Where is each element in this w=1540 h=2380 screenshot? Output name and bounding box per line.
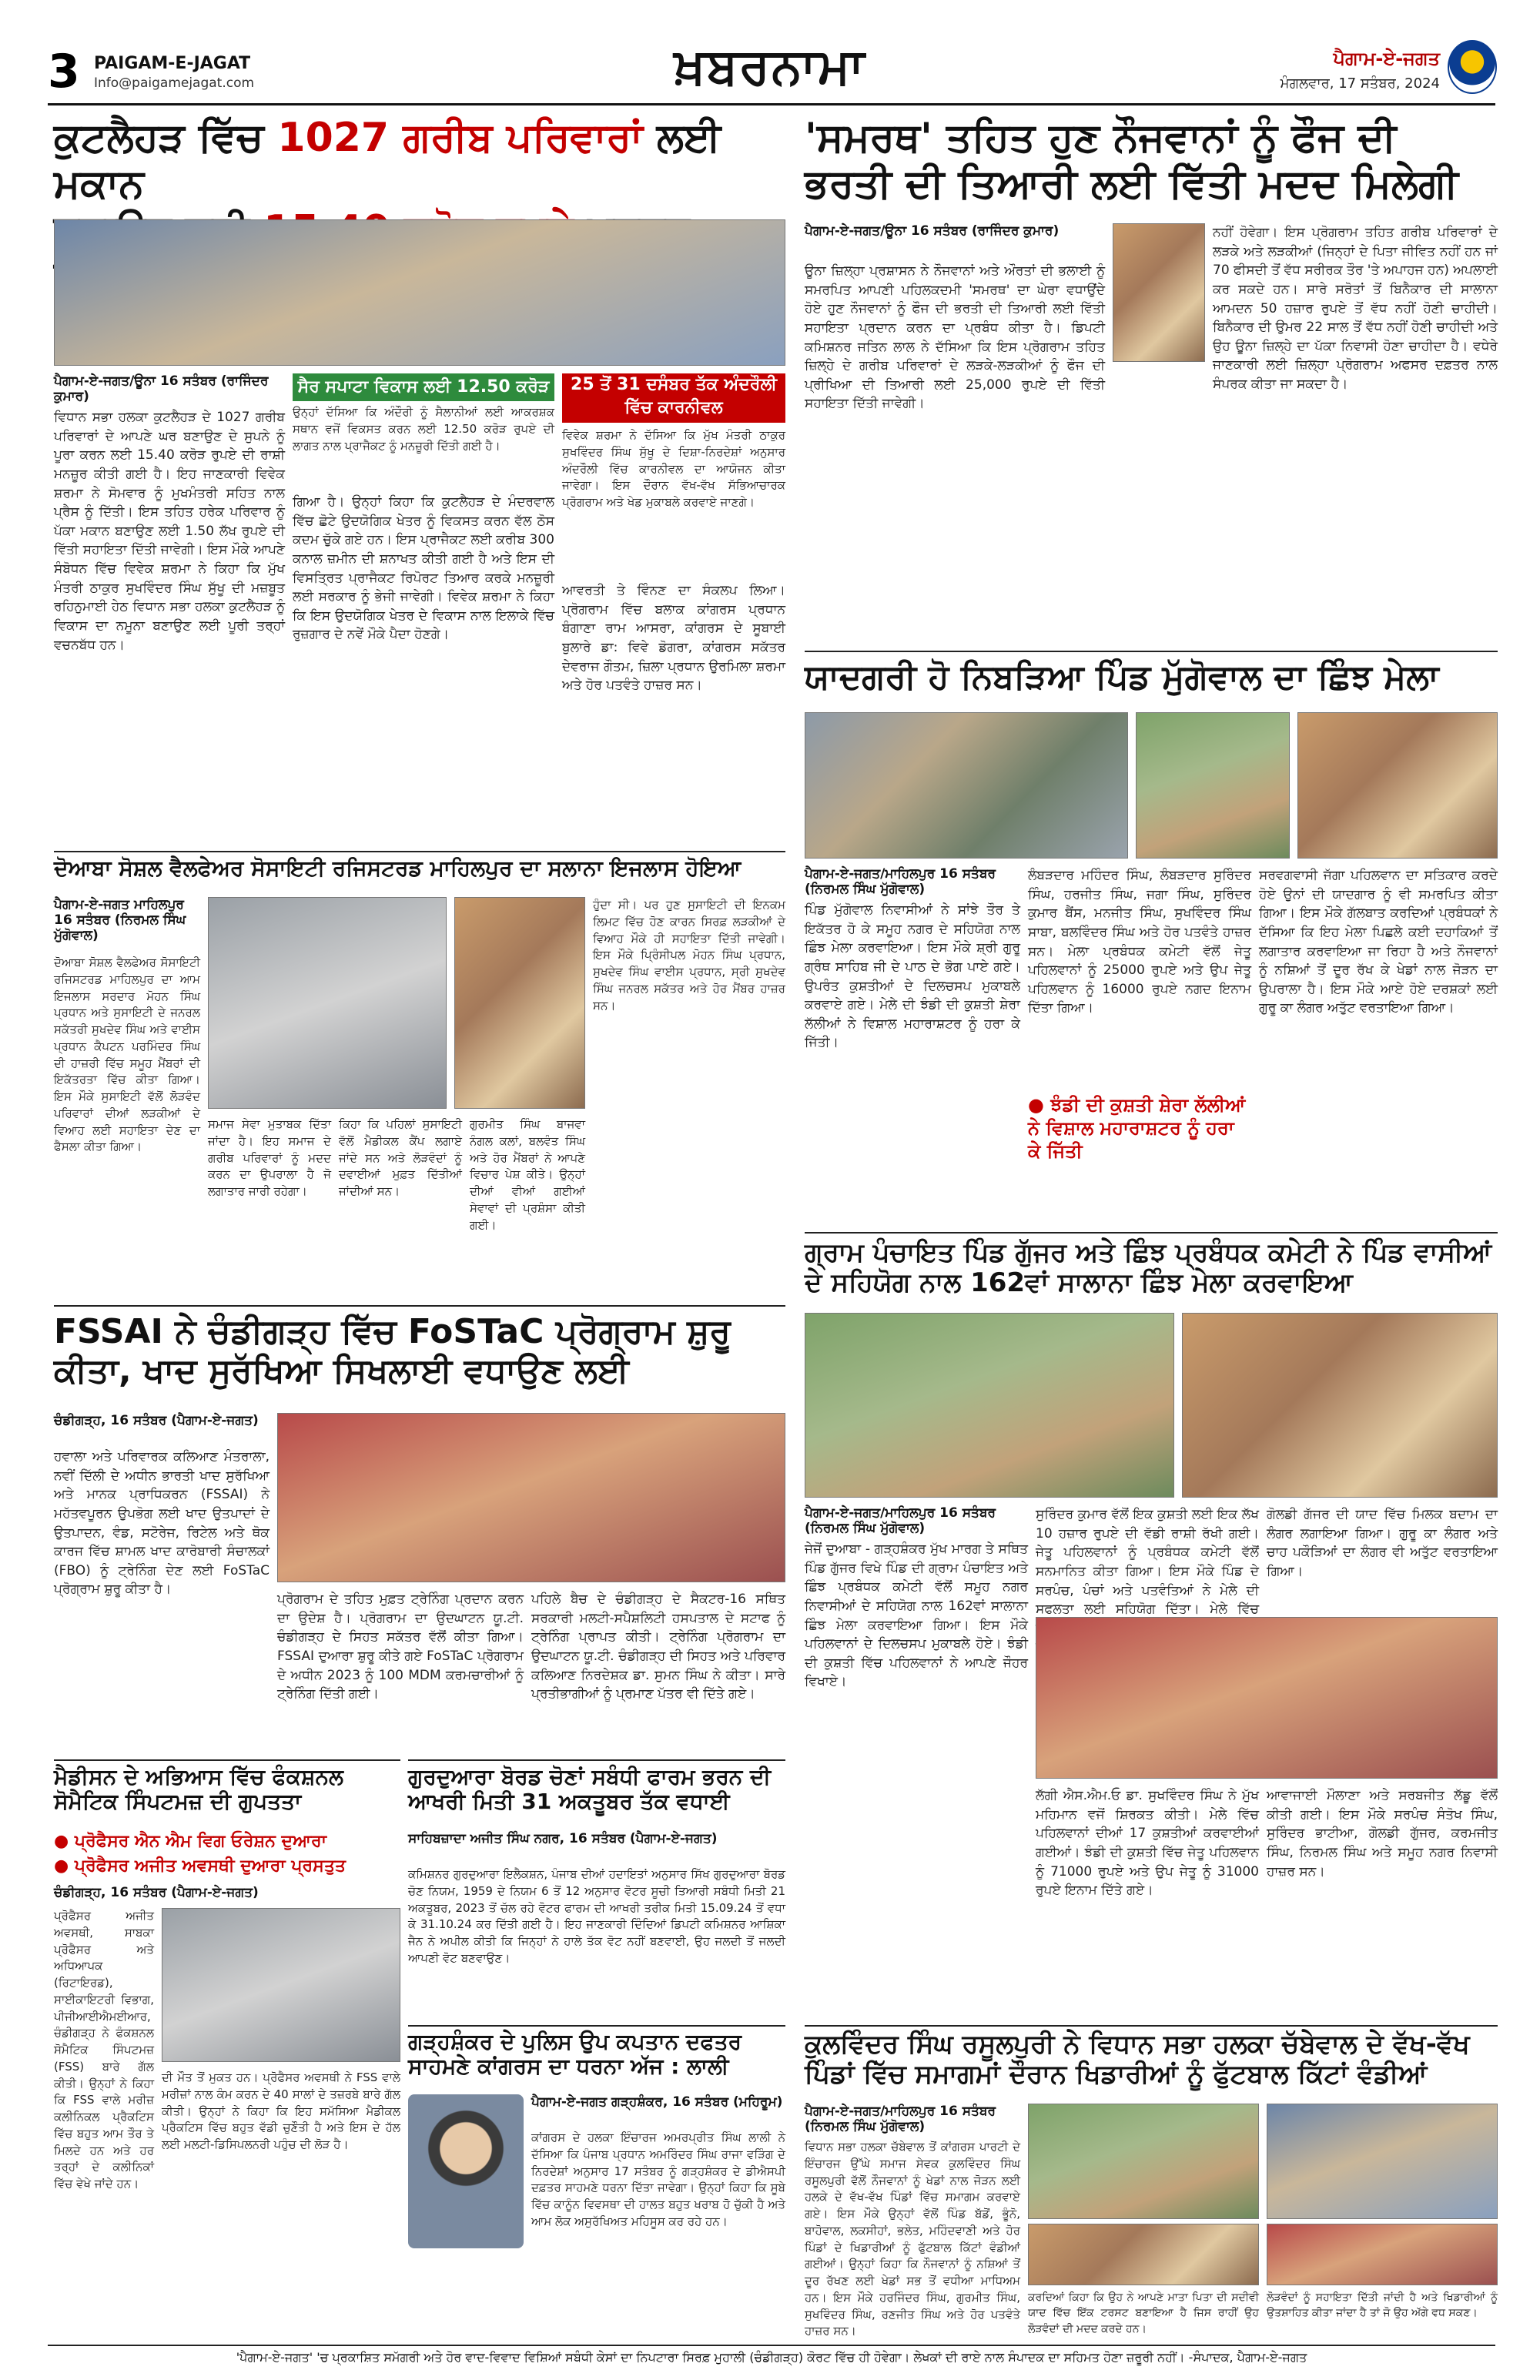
masthead-date: ਮੰਗਲਵਾਰ, 17 ਸਤੰਬਰ, 2024 <box>1280 75 1440 92</box>
story5-photo-1 <box>805 1313 1174 1498</box>
story3-callout <box>1028 1093 1251 1170</box>
story2-photo <box>1113 223 1205 362</box>
story5-dateline: ਪੈਗਾਮ-ਏ-ਜਗਤ/ਮਾਹਿਲਪੁਰ 16 ਸਤੰਬਰ (ਨਿਰਮਲ ਸਿੰਘ ਮੁੱਗੋਵਾਲ) <box>805 1505 996 1536</box>
story10-headline: ਕੁਲਵਿੰਦਰ ਸਿੰਘ ਰਸੂਲਪੁਰੀ ਨੇ ਵਿਧਾਨ ਸਭਾ ਹਲਕਾ ਚੱਬੇਵਾਲ ਦੇ ਵੱਖ-ਵੱਖ ਪਿੰਡਾਂ ਵਿੱਚ ਸਮਾਗਮਾਂ ਦੌਰਾਨ ਖਿਡਾਰੀਆਂ ਨੂੰ ਫੁੱਟਬਾਲ ਕਿੱਟਾਂ ਵੰਡੀਆਂ <box>805 2029 1470 2090</box>
story2-body2: ਨਹੀਂ ਹੋਵੇਗਾ। ਇਸ ਪ੍ਰੋਗਰਾਮ ਤਹਿਤ ਗਰੀਬ ਪਰਿਵਾਰਾਂ ਦੇ ਲੜਕੇ ਅਤੇ ਲੜਕੀਆਂ (ਜਿਨ੍ਹਾਂ ਦੇ ਪਿਤਾ ਜੀਵਿਤ ਨਹੀਂ ਹਨ ਜਾਂ 70 ਫੀਸਦੀ ਤੋਂ ਵੱਧ ਸਰੀਰਕ ਤੌਰ 'ਤੇ ਅਪਾਹਜ ਹਨ) ਅਪਲਾਈ ਕਰ ਸਕਦੇ ਹਨ। ਸਾਰੇ ਸਰੋਤਾਂ ਤੋਂ ਬਿਨੈਕਾਰ ਦੀ ਸਾਲਾਨਾ ਆਮਦਨ 50 ਹਜ਼ਾਰ ਰੁਪਏ ਤੋਂ ਵੱਧ ਨਹੀਂ ਹੋਣੀ ਚਾਹੀਦੀ। ਬਿਨੈਕਾਰ ਦੀ ਉਮਰ 22 ਸਾਲ ਤੋਂ ਵੱਧ ਨਹੀਂ ਹੋਣੀ ਚਾਹੀਦੀ ਅਤੇ ਉਹ ਊਨਾ ਜ਼ਿਲ੍ਹੇ ਦਾ ਪੱਕਾ ਨਿਵਾਸੀ ਹੋਣਾ ਚਾਹੀਦਾ ਹੈ। ਵਧੇਰੇ ਜਾਣਕਾਰੀ ਲਈ ਜ਼ਿਲ੍ਹਾ ਪ੍ਰੋਗਰਾਮ ਅਫਸਰ ਦਫ਼ਤਰ ਨਾਲ ਸੰਪਰਕ ਕੀਤਾ ਜਾ ਸਕਦਾ ਹੈ। <box>1213 225 1498 393</box>
story6-body: ਹਵਾਲਾ ਅਤੇ ਪਰਿਵਾਰਕ ਕਲਿਆਣ ਮੰਤਰਾਲਾ, ਨਵੀਂ ਦਿੱਲੀ ਦੇ ਅਧੀਨ ਭਾਰਤੀ ਖਾਦ ਸੁਰੱਖਿਆ ਅਤੇ ਮਾਨਕ ਪ੍ਰਾਧਿਕਰਨ (FSSAI) ਨੇ ਮਹੱਤਵਪੂਰਨ ਉਪਭੋਗ ਲਈ ਖਾਦ ਉਤਪਾਦਾਂ ਦੇ ਉਤਪਾਦਨ, ਵੰਡ, ਸਟੋਰੇਜ, ਰਿਟੇਲ ਅਤੇ ਥੋਕ ਕਾਰਜ ਵਿੱਚ ਸ਼ਾਮਲ ਖਾਦ ਕਾਰੋਬਾਰੀ ਸੰਚਾਲਕਾਂ (FBO) ਨੂੰ ਟ੍ਰੇਨਿੰਗ ਦੇਣ ਲਈ FoSTaC ਪ੍ਰੋਗ੍ਰਾਮ ਸ਼ੁਰੂ ਕੀਤਾ ਹੈ। <box>54 1449 270 1598</box>
story10-dateline: ਪੈਗਾਮ-ਏ-ਜਗਤ/ਮਾਹਿਲਪੁਰ 16 ਸਤੰਬਰ (ਨਿਰਮਲ ਸਿੰਘ ਮੁੱਗੋਵਾਲ) <box>805 2104 996 2134</box>
story1-box-green: ਸੈਰ ਸਪਾਟਾ ਵਿਕਾਸ ਲਈ 12.50 ਕਰੋੜ <box>293 373 554 401</box>
story4-body4: ਕਿਹਾ ਕਿ ਪਹਿਲਾਂ ਸੁਸਾਇਟੀ ਵੱਲੋਂ ਮੈਡੀਕਲ ਕੈਂਪ ਲਗਾਏ ਜਾਂਦੇ ਸਨ ਅਤੇ ਲੋੜਵੰਦਾਂ ਨੂੰ ਦਵਾਈਆਂ ਮੁਫ਼ਤ ਦਿੱਤੀਆਂ ਜਾਂਦੀਆਂ ਸਨ। <box>339 1117 462 1198</box>
story5-rule <box>805 1232 1498 1234</box>
story6-headline <box>54 1313 785 1405</box>
story6-dateline: ਚੰਡੀਗੜ੍ਹ, 16 ਸਤੰਬਰ (ਪੈਗਾਮ-ਏ-ਜਗਤ) <box>54 1413 259 1428</box>
story4-headline: ਦੋਆਬਾ ਸੋਸ਼ਲ ਵੈਲਫੇਅਰ ਸੋਸਾਇਟੀ ਰਜਿਸਟਰਡ ਮਾਹਿਲਪੁਰ ਦਾ ਸਲਾਨਾ ਇਜਲਾਸ ਹੋਇਆ <box>54 855 742 881</box>
bullet-icon: ● <box>54 1856 69 1876</box>
story10-photo-1 <box>1028 2104 1259 2219</box>
story9-rule <box>408 2025 785 2027</box>
story1-headline <box>54 115 793 216</box>
page-number: 3 <box>48 45 80 99</box>
story1-box-red-text: ਵਿਵੇਕ ਸ਼ਰਮਾ ਨੇ ਦੱਸਿਆ ਕਿ ਮੁੱਖ ਮੰਤਰੀ ਠਾਕੁਰ ਸੁਖਵਿੰਦਰ ਸਿੰਘ ਸੁੱਖੂ ਦੇ ਦਿਸ਼ਾ-ਨਿਰਦੇਸ਼ਾਂ ਅਨੁਸਾਰ ਅੰਦਰੌਲੀ ਵਿੱਚ ਕਾਰਨੀਵਲ ਦਾ ਆਯੋਜਨ ਕੀਤਾ ਜਾਵੇਗਾ। ਇਸ ਦੌਰਾਨ ਵੱਖ-ਵੱਖ ਸੱਭਿਆਚਾਰਕ ਪ੍ਰੋਗਰਾਮ ਅਤੇ ਖੇਡ ਮੁਕਾਬਲੇ ਕਰਵਾਏ ਜਾਣਗੇ। <box>562 428 785 509</box>
story1-box-green-text: ਉਨ੍ਹਾਂ ਦੱਸਿਆ ਕਿ ਅੰਦੌਰੀ ਨੂੰ ਸੈਲਾਨੀਆਂ ਲਈ ਆਕਰਸ਼ਕ ਸਥਾਨ ਵਜੋਂ ਵਿਕਸਤ ਕਰਨ ਲਈ 12.50 ਕਰੋੜ ਰੁਪਏ ਦੀ ਲਾਗਤ ਨਾਲ ਪ੍ਰਾਜੈਕਟ ਨੂੰ ਮਨਜ਼ੂਰੀ ਦਿੱਤੀ ਗਈ ਹੈ। <box>293 405 554 453</box>
footer-rule <box>48 2345 1495 2346</box>
story1-dateline: ਪੈਗਾਮ-ਏ-ਜਗਤ/ਊਨਾ 16 ਸਤੰਬਰ (ਰਾਜਿੰਦਰ ਕੁਮਾਰ) <box>54 373 269 404</box>
story6-headline-a: FSSAI ਨੇ ਚੰਡੀਗੜ੍ਹ ਵਿੱਚ FoSTaC ਪ੍ਰੋਗ੍ਰਾਮ ਸ਼ੁਰੂ <box>54 1312 731 1351</box>
story5-body5: ਆਵਾਜਾਈ ਮੌਲਾਣਾ ਅਤੇ ਸਰਬਜੀਤ ਲੱਡੂ ਵੱਲੋਂ ਕੀਤੀ ਗਈ। ਇਸ ਮੌਕੇ ਸਰਪੰਚ ਸੰਤੋਖ ਸਿੰਘ, ਸੁਰਿੰਦਰ ਭਾਟੀਆ, ਗੋਲਡੀ ਗੁੱਜਰ, ਕਰਮਜੀਤ ਸਿੰਘ, ਨਿਰਮਲ ਸਿੰਘ ਅਤੇ ਸਮੂਹ ਨਗਰ ਨਿਵਾਸੀ ਹਾਜ਼ਰ ਸਨ। <box>1267 1788 1498 1880</box>
story1-photo <box>54 219 785 366</box>
story3-body: ਪਿੰਡ ਮੁੱਗੋਵਾਲ ਨਿਵਾਸੀਆਂ ਨੇ ਸਾਂਝੇ ਤੌਰ ਤੇ ਇਕੱਤਰ ਹੋ ਕੇ ਸਮੂਹ ਨਗਰ ਦੇ ਸਹਿਯੋਗ ਨਾਲ ਛਿੰਝ ਮੇਲਾ ਕਰਵਾਇਆ। ਇਸ ਮੌਕੇ ਸ਼੍ਰੀ ਗੁਰੂ ਗ੍ਰੰਥ ਸਾਹਿਬ ਜੀ ਦੇ ਪਾਠ ਦੇ ਭੋਗ ਪਾਏ ਗਏ। ਉਪਰੰਤ ਕੁਸ਼ਤੀਆਂ ਦੇ ਦਿਲਚਸਪ ਮੁਕਾਬਲੇ ਕਰਵਾਏ ਗਏ। ਮੇਲੇ ਦੀ ਝੰਡੀ ਦੀ ਕੁਸ਼ਤੀ ਸ਼ੇਰਾ ਲੱਲੀਆਂ ਨੇ ਵਿਸ਼ਾਲ ਮਹਾਰਾਸ਼ਟਰ ਨੂੰ ਹਰਾ ਕੇ ਜਿੱਤੀ। <box>805 902 1020 1051</box>
story7-sub-a <box>54 1831 400 1854</box>
story8-dateline: ਸਾਹਿਬਜ਼ਾਦਾ ਅਜੀਤ ਸਿੰਘ ਨਗਰ, 16 ਸਤੰਬਰ (ਪੈਗਾਮ-ਏ-ਜਗਤ) <box>408 1831 718 1846</box>
story2-headline <box>805 115 1498 216</box>
story7-rule <box>54 1759 400 1761</box>
story4-body5: ਗੁਰਮੀਤ ਸਿੰਘ ਬਾਜਵਾ ਨੰਗਲ ਕਲਾਂ, ਬਲਵੰਤ ਸਿੰਘ ਅਤੇ ਹੋਰ ਮੈਂਬਰਾਂ ਨੇ ਆਪਣੇ ਵਿਚਾਰ ਪੇਸ਼ ਕੀਤੇ। ਉਨ੍ਹਾਂ ਦੀਆਂ ਵੀਆਂ ਗਈਆਂ ਸੇਵਾਵਾਂ ਦੀ ਪ੍ਰਸ਼ੰਸਾ ਕੀਤੀ ਗਈ। <box>470 1117 585 1232</box>
story3-body3: ਸਰਵਗਵਾਸੀ ਜੱਗਾ ਪਹਿਲਵਾਨ ਦਾ ਸਤਿਕਾਰ ਕਰਦੇ ਹੋਏ ਉਨਾਂ ਦੀ ਯਾਦਗਾਰ ਨੂੰ ਵੀ ਸਮਰਪਿਤ ਕੀਤਾ ਗਿਆ। ਇਸ ਮੌਕੇ ਗੱਲਬਾਤ ਕਰਦਿਆਂ ਪ੍ਰਬੰਧਕਾਂ ਨੇ ਦੱਸਿਆ ਕਿ ਇਹ ਮੇਲਾ ਪਿਛਲੇ ਕਈ ਦਹਾਕਿਆਂ ਤੋਂ ਲਗਾਤਾਰ ਕਰਵਾਇਆ ਜਾ ਰਿਹਾ ਹੈ ਅਤੇ ਨੌਜਵਾਨਾਂ ਨੂੰ ਨਸ਼ਿਆਂ ਤੋਂ ਦੂਰ ਰੱਖ ਕੇ ਖੇਡਾਂ ਨਾਲ ਜੋੜਨ ਦਾ ਉਪਰਾਲਾ ਹੈ। ਇਸ ਮੌਕੇ ਆਏ ਹੋਏ ਦਰਸ਼ਕਾਂ ਲਈ ਗੁਰੂ ਕਾ ਲੰਗਰ ਅਤੁੱਟ ਵਰਤਾਇਆ ਗਿਆ। <box>1259 868 1498 1016</box>
story5-photo-2 <box>1182 1313 1498 1498</box>
story1-body: ਵਿਧਾਨ ਸਭਾ ਹਲਕਾ ਕੁਟਲੈਹੜ ਦੇ 1027 ਗਰੀਬ ਪਰਿਵਾਰਾਂ ਦੇ ਆਪਣੇ ਘਰ ਬਣਾਉਣ ਦੇ ਸੁਪਨੇ ਨੂੰ ਪੂਰਾ ਕਰਨ ਲਈ 15.40 ਕਰੋੜ ਰੁਪਏ ਦੀ ਰਾਸ਼ੀ ਮਨਜ਼ੂਰ ਕੀਤੀ ਗਈ ਹੈ। ਇਹ ਜਾਣਕਾਰੀ ਵਿਵੇਕ ਸ਼ਰਮਾ ਨੇ ਸੋਮਵਾਰ ਨੂੰ ਮੁਖਮੰਤਰੀ ਸਹਿਤ ਨਾਲ ਪ੍ਰੈਸ ਨੂੰ ਦਿੱਤੀ। ਇਸ ਤਹਿਤ ਹਰੇਕ ਪਰਿਵਾਰ ਨੂੰ ਪੱਕਾ ਮਕਾਨ ਬਣਾਉਣ ਲਈ 1.50 ਲੱਖ ਰੁਪਏ ਦੀ ਵਿੱਤੀ ਸਹਾਇਤਾ ਦਿੱਤੀ ਜਾਵੇਗੀ। ਇਸ ਮੌਕੇ ਆਪਣੇ ਸੰਬੋਧਨ ਵਿੱਚ ਵਿਵੇਕ ਸ਼ਰਮਾ ਨੇ ਕਿਹਾ ਕਿ ਮੁੱਖ ਮੰਤਰੀ ਠਾਕੁਰ ਸੁਖਵਿੰਦਰ ਸਿੰਘ ਸੁੱਖੂ ਦੀ ਮਜ਼ਬੂਤ ਰਹਿਨੁਮਾਈ ਹੇਠ ਵਿਧਾਨ ਸਭਾ ਹਲਕਾ ਕੁਟਲੈਹੜ ਨੂੰ ਵਿਕਾਸ ਦਾ ਨਮੂਨਾ ਬਣਾਉਣ ਲਈ ਪੂਰੀ ਤਰ੍ਹਾਂ ਵਚਨਬੱਧ ਹਨ। <box>54 410 285 653</box>
story6-rule <box>54 1305 785 1307</box>
story5-body2: ਸੁਰਿੰਦਰ ਕੁਮਾਰ ਵੱਲੋਂ ਇਕ ਕੁਸ਼ਤੀ ਲਈ ਇਕ ਲੱਖ 10 ਹਜ਼ਾਰ ਰੁਪਏ ਦੀ ਵੱਡੀ ਰਾਸ਼ੀ ਰੱਖੀ ਗਈ। ਜੇਤੂ ਪਹਿਲਵਾਨਾਂ ਨੂੰ ਪ੍ਰਬੰਧਕ ਕਮੇਟੀ ਵੱਲੋਂ ਸਨਮਾਨਿਤ ਕੀਤਾ ਗਿਆ। ਇਸ ਮੌਕੇ ਪਿੰਡ ਦੇ ਸਰਪੰਚ, ਪੰਚਾਂ ਅਤੇ ਪਤਵੰਤਿਆਂ ਨੇ ਮੇਲੇ ਦੀ ਸਫਲਤਾ ਲਈ ਸਹਿਯੋਗ ਦਿੱਤਾ। ਮੇਲੇ ਵਿੱਚ <box>1036 1507 1259 1618</box>
story8-body: ਕਮਿਸ਼ਨਰ ਗੁਰਦੁਆਰਾ ਇਲੈਕਸ਼ਨ, ਪੰਜਾਬ ਦੀਆਂ ਹਦਾਇਤਾਂ ਅਨੁਸਾਰ ਸਿੱਖ ਗੁਰਦੁਆਰਾ ਬੋਰਡ ਚੋਣ ਨਿਯਮ, 1959 ਦੇ ਨਿਯਮ 6 ਤੋਂ 12 ਅਨੁਸਾਰ ਵੋਟਰ ਸੂਚੀ ਤਿਆਰੀ ਸਬੰਧੀ ਮਿਤੀ 21 ਅਕਤੂਬਰ, 2023 ਤੋਂ ਚੱਲ ਰਹੇ ਵੋਟਰ ਫਾਰਮ ਦੀ ਆਖਰੀ ਤਰੀਕ ਮਿਤੀ 15.09.24 ਤੋਂ ਵਧਾ ਕੇ 31.10.24 ਕਰ ਦਿੱਤੀ ਗਈ ਹੈ। ਇਹ ਜਾਣਕਾਰੀ ਦਿੰਦਿਆਂ ਡਿਪਟੀ ਕਮਿਸ਼ਨਰ ਆਸ਼ਿਕਾ ਜੈਨ ਨੇ ਅਪੀਲ ਕੀਤੀ ਕਿ ਜਿਨ੍ਹਾਂ ਨੇ ਹਾਲੇ ਤੱਕ ਵੋਟ ਨਹੀਂ ਬਣਵਾਈ, ਉਹ ਜਲਦੀ ਤੋਂ ਜਲਦੀ ਆਪਣੀ ਵੋਟ ਬਣਵਾਉਣ। <box>408 1867 785 1965</box>
story9-dateline: ਪੈਗਾਮ-ਏ-ਜਗਤ ਗੜ੍ਹਸ਼ੰਕਰ, 16 ਸਤੰਬਰ (ਮਹਿਰੂਮ) <box>531 2094 783 2110</box>
masthead-email[interactable]: Info@paigamejagat.com <box>94 75 255 91</box>
story5-body3: ਗੋਲਡੀ ਗੱਜਰ ਦੀ ਯਾਦ ਵਿੱਚ ਮਿਲਕ ਬਦਾਮ ਦਾ ਲੰਗਰ ਲਗਾਇਆ ਗਿਆ। ਗੁਰੂ ਕਾ ਲੰਗਰ ਅਤੇ ਚਾਹ ਪਕੌੜਿਆਂ ਦਾ ਲੰਗਰ ਵੀ ਅਤੁੱਟ ਵਰਤਾਇਆ ਗਿਆ। <box>1267 1507 1498 1579</box>
story10-body: ਵਿਧਾਨ ਸਭਾ ਹਲਕਾ ਚੱਬੇਵਾਲ ਤੋਂ ਕਾਂਗਰਸ ਪਾਰਟੀ ਦੇ ਇੰਚਾਰਜ ਉੱਘੇ ਸਮਾਜ ਸੇਵਕ ਕੁਲਵਿੰਦਰ ਸਿੰਘ ਰਸੂਲਪੁਰੀ ਵੱਲੋਂ ਨੌਜਵਾਨਾਂ ਨੂੰ ਖੇਡਾਂ ਨਾਲ ਜੋੜਨ ਲਈ ਹਲਕੇ ਦੇ ਵੱਖ-ਵੱਖ ਪਿੰਡਾਂ ਵਿੱਚ ਸਮਾਗਮ ਕਰਵਾਏ ਗਏ। ਇਸ ਮੌਕੇ ਉਨ੍ਹਾਂ ਵੱਲੋਂ ਪਿੰਡ ਬੱਡੋਂ, ਭੂੰਨੋ, ਬਾਹੋਵਾਲ, ਲਕਸੀਹਾਂ, ਭਲੇਤ, ਮਹਿੰਦਵਾਣੀ ਅਤੇ ਹੋਰ ਪਿੰਡਾਂ ਦੇ ਖਿਡਾਰੀਆਂ ਨੂੰ ਫੁੱਟਬਾਲ ਕਿੱਟਾਂ ਵੰਡੀਆਂ ਗਈਆਂ। ਉਨ੍ਹਾਂ ਕਿਹਾ ਕਿ ਨੌਜਵਾਨਾਂ ਨੂੰ ਨਸ਼ਿਆਂ ਤੋਂ ਦੂਰ ਰੱਖਣ ਲਈ ਖੇਡਾਂ ਸਭ ਤੋਂ ਵਧੀਆ ਮਾਧਿਅਮ ਹਨ। ਇਸ ਮੌਕੇ ਹਰਜਿੰਦਰ ਸਿੰਘ, ਗੁਰਮੀਤ ਸਿੰਘ, ਸੁਖਵਿੰਦਰ ਸਿੰਘ, ਰਣਜੀਤ ਸਿੰਘ ਅਤੇ ਹੋਰ ਪਤਵੰਤੇ ਹਾਜ਼ਰ ਸਨ। <box>805 2140 1020 2338</box>
story10-rule <box>805 2025 1498 2027</box>
story7-dateline: ਚੰਡੀਗੜ੍ਹ, 16 ਸਤੰਬਰ (ਪੈਗਾਮ-ਏ-ਜਗਤ) <box>54 1885 259 1900</box>
story7-photo <box>162 1908 400 2062</box>
story4-body: ਦੋਆਬਾ ਸੋਸ਼ਲ ਵੈਲਫੇਅਰ ਸੋਸਾਇਟੀ ਰਜਿਸਟਰਡ ਮਾਹਿਲਪੁਰ ਦਾ ਆਮ ਇਜਲਾਸ ਸਰਦਾਰ ਮੋਹਨ ਸਿੰਘ ਪ੍ਰਧਾਨ ਅਤੇ ਸੁਸਾਇਟੀ ਦੇ ਜਨਰਲ ਸਕੱਤਰੀ ਸੁਖਦੇਵ ਸਿੰਘ ਅਤੇ ਵਾਈਸ ਪ੍ਰਧਾਨ ਕੈਪਟਨ ਪਰਮਿੰਦਰ ਸਿੰਘ ਦੀ ਹਾਜ਼ਰੀ ਵਿੱਚ ਸਮੂਹ ਮੈਂਬਰਾਂ ਦੀ ਇਕੱਤਰਤਾ ਵਿੱਚ ਕੀਤਾ ਗਿਆ। ਇਸ ਮੌਕੇ ਸੁਸਾਇਟੀ ਵੱਲੋਂ ਲੋੜਵੰਦ ਪਰਿਵਾਰਾਂ ਦੀਆਂ ਲੜਕੀਆਂ ਦੇ ਵਿਆਹ ਲਈ ਸਹਾਇਤਾ ਦੇਣ ਦਾ ਫੈਸਲਾ ਕੀਤਾ ਗਿਆ। <box>54 956 200 1154</box>
story7-sub-b <box>54 1856 400 1879</box>
logo-icon <box>1448 40 1497 94</box>
brand-left: PAIGAM-E-JAGAT <box>94 54 251 73</box>
story6-photo <box>277 1413 785 1582</box>
story1-headline-b: 1027 ਗਰੀਬ ਪਰਿਵਾਰਾਂ <box>277 115 643 161</box>
footer-disclaimer: 'ਪੈਗਾਮ-ਏ-ਜਗਤ' 'ਚ ਪ੍ਰਕਾਸ਼ਿਤ ਸਮੱਗਰੀ ਅਤੇ ਹੋਰ ਵਾਦ-ਵਿਵਾਦ ਵਿਸ਼ਿਆਂ ਸਬੰਧੀ ਕੇਸਾਂ ਦਾ ਨਿਪਟਾਰਾ ਸਿਰਫ਼ ਮੁਹਾਲੀ (ਚੰਡੀਗੜ੍ਹ) ਕੋਰਟ ਵਿੱਚ ਹੀ ਹੋਵੇਗਾ। ਲੇਖਕਾਂ ਦੀ ਰਾਏ ਨਾਲ ਸੰਪਾਦਕ ਦਾ ਸਹਿਮਤ ਹੋਣਾ ਜ਼ਰੂਰੀ ਨਹੀਂ। -ਸੰਪਾਦਕ, ਪੈਗਾਮ-ਏ-ਜਗਤ <box>236 2350 1307 2365</box>
story7-sub-b-text: ਪ੍ਰੋਫੈਸਰ ਅਜੀਤ ਅਵਸਥੀ ਦੁਆਰਾ ਪ੍ਰਸਤੁਤ <box>74 1856 346 1876</box>
story4-dateline: ਪੈਗਾਮ-ਏ-ਜਗਤ ਮਾਹਿਲਪੁਰ 16 ਸਤੰਬਰ (ਨਿਰਮਲ ਸਿੰਘ ਮੁੱਗੋਵਾਲ) <box>54 897 186 943</box>
story10-body2: ਕਰਦਿਆਂ ਕਿਹਾ ਕਿ ਉਹ ਨੇ ਆਪਣੇ ਮਾਤਾ ਪਿਤਾ ਦੀ ਸਦੀਵੀ ਯਾਦ ਵਿੱਚ ਇੱਕ ਟਰਸਟ ਬਣਾਇਆ ਹੈ ਜਿਸ ਰਾਹੀਂ ਉਹ ਲੋੜਵੰਦਾਂ ਦੀ ਮਦਦ ਕਰਦੇ ਹਨ। <box>1028 2291 1259 2335</box>
story6-body2: ਪ੍ਰੋਗਰਾਮ ਦੇ ਤਹਿਤ ਮੁਫ਼ਤ ਟ੍ਰੇਨਿੰਗ ਪ੍ਰਦਾਨ ਕਰਨ ਦਾ ਉਦੇਸ਼ ਹੈ। ਪ੍ਰੋਗਰਾਮ ਦਾ ਉਦਘਾਟਨ ਯੂ.ਟੀ. ਚੰਡੀਗੜ੍ਹ ਦੇ ਸਿਹਤ ਸਕੱਤਰ ਵੱਲੋਂ ਕੀਤਾ ਗਿਆ। FSSAI ਦੁਆਰਾ ਸ਼ੁਰੂ ਕੀਤੇ ਗਏ FoSTaC ਪ੍ਰੋਗਰਾਮ ਦੇ ਅਧੀਨ 2023 ਨੂੰ 100 MDM ਕਰਮਚਾਰੀਆਂ ਨੂੰ ਟ੍ਰੇਨਿੰਗ ਦਿੱਤੀ ਗਈ। <box>277 1592 524 1702</box>
story4-photo-1 <box>208 897 447 1109</box>
story8-rule <box>408 1759 785 1761</box>
story4-rule <box>54 851 785 852</box>
story2-headline-a: 'ਸਮਰਥ' ਤਹਿਤ ਹੁਣ ਨੌਜਵਾਨਾਂ ਨੂੰ ਫੌਜ ਦੀ <box>805 115 1397 161</box>
story3-callout-text: ਝੰਡੀ ਦੀ ਕੁਸ਼ਤੀ ਸ਼ੇਰਾ ਲੱਲੀਆਂ ਨੇ ਵਿਸ਼ਾਲ ਮਹਾਰਾਸ਼ਟਰ ਨੂੰ ਹਰਾ ਕੇ ਜਿੱਤੀ <box>1028 1094 1246 1162</box>
story7-headline: ਮੈਡੀਸਨ ਦੇ ਅਭਿਆਸ ਵਿੱਚ ਫੰਕਸ਼ਨਲ ਸੋਮੈਟਿਕ ਸਿੰਪਟਮਜ਼ ਦੀ ਗੁਪਤਤਾ <box>54 1764 343 1815</box>
story6-body3: ਪਹਿਲੇ ਬੈਚ ਦੇ ਚੰਡੀਗੜ੍ਹ ਦੇ ਸੈਕਟਰ-16 ਸਥਿਤ ਸਰਕਾਰੀ ਮਲਟੀ-ਸਪੈਸ਼ਲਿਟੀ ਹਸਪਤਾਲ ਦੇ ਸਟਾਫ ਨੂੰ ਟ੍ਰੇਨਿੰਗ ਪ੍ਰਾਪਤ ਕੀਤੀ। ਟ੍ਰੇਨਿੰਗ ਪ੍ਰੋਗਰਾਮ ਦਾ ਉਦਘਾਟਨ ਯੂ.ਟੀ. ਚੰਡੀਗੜ੍ਹ ਦੀ ਸਿਹਤ ਅਤੇ ਪਰਿਵਾਰ ਕਲਿਆਣ ਨਿਰਦੇਸ਼ਕ ਡਾ. ਸੁਮਨ ਸਿੰਘ ਨੇ ਕੀਤਾ। ਸਾਰੇ ਪ੍ਰਤੀਭਾਗੀਆਂ ਨੂੰ ਪ੍ਰਮਾਣ ਪੱਤਰ ਵੀ ਦਿੱਤੇ ਗਏ। <box>531 1592 785 1702</box>
story9-body: ਕਾਂਗਰਸ ਦੇ ਹਲਕਾ ਇੰਚਾਰਜ ਅਮਰਪ੍ਰੀਤ ਸਿੰਘ ਲਾਲੀ ਨੇ ਦੱਸਿਆ ਕਿ ਪੰਜਾਬ ਪ੍ਰਧਾਨ ਅਮਰਿੰਦਰ ਸਿੰਘ ਰਾਜਾ ਵੜਿੰਗ ਦੇ ਨਿਰਦੇਸ਼ਾਂ ਅਨੁਸਾਰ 17 ਸਤੰਬਰ ਨੂੰ ਗੜ੍ਹਸ਼ੰਕਰ ਦੇ ਡੀਐਸਪੀ ਦਫ਼ਤਰ ਸਾਹਮਣੇ ਧਰਨਾ ਦਿੱਤਾ ਜਾਵੇਗਾ। ਉਨ੍ਹਾਂ ਕਿਹਾ ਕਿ ਸੂਬੇ ਵਿੱਚ ਕਾਨੂੰਨ ਵਿਵਸਥਾ ਦੀ ਹਾਲਤ ਬਹੁਤ ਖਰਾਬ ਹੋ ਚੁੱਕੀ ਹੈ ਅਤੇ ਆਮ ਲੋਕ ਅਸੁਰੱਖਿਅਤ ਮਹਿਸੂਸ ਕਰ ਰਹੇ ਹਨ। <box>531 2131 785 2228</box>
story5-body4: ਲੱਗੀ ਐਸ.ਐਮ.ਓ ਡਾ. ਸੁਖਵਿੰਦਰ ਸਿੰਘ ਨੇ ਮੁੱਖ ਮਹਿਮਾਨ ਵਜੋਂ ਸ਼ਿਰਕਤ ਕੀਤੀ। ਮੇਲੇ ਵਿੱਚ ਪਹਿਲਵਾਨਾਂ ਦੀਆਂ 17 ਕੁਸ਼ਤੀਆਂ ਕਰਵਾਈਆਂ ਗਈਆਂ। ਝੰਡੀ ਦੀ ਕੁਸ਼ਤੀ ਵਿੱਚ ਜੇਤੂ ਪਹਿਲਵਾਨ ਨੂੰ 71000 ਰੁਪਏ ਅਤੇ ਉਪ ਜੇਤੂ ਨੂੰ 31000 ਰੁਪਏ ਇਨਾਮ ਦਿੱਤੇ ਗਏ। <box>1036 1788 1259 1899</box>
story10-photo-3 <box>1028 2224 1259 2285</box>
story2-dateline: ਪੈਗਾਮ-ਏ-ਜਗਤ/ਊਨਾ 16 ਸਤੰਬਰ (ਰਾਜਿੰਦਰ ਕੁਮਾਰ) <box>805 223 1060 239</box>
story2-headline-b: ਭਰਤੀ ਦੀ ਤਿਆਰੀ ਲਈ ਵਿੱਤੀ ਮਦਦ ਮਿਲੇਗੀ <box>805 160 1458 207</box>
story8-headline: ਗੁਰਦੁਆਰਾ ਬੋਰਡ ਚੋਣਾਂ ਸਬੰਧੀ ਫਾਰਮ ਭਰਨ ਦੀ ਆਖਰੀ ਮਿਤੀ 31 ਅਕਤੂਬਰ ਤੱਕ ਵਧਾਈ <box>408 1764 772 1815</box>
story3-body2: ਲੰਬੜਦਾਰ ਮਹਿੰਦਰ ਸਿੰਘ, ਲੰਬੜਦਾਰ ਸੁਰਿੰਦਰ ਸਿੰਘ, ਹਰਜੀਤ ਸਿੰਘ, ਜਗਾ ਸਿੰਘ, ਸੁਰਿੰਦਰ ਕੁਮਾਰ ਬੈਂਸ, ਮਨਜੀਤ ਸਿੰਘ, ਸੁਖਵਿੰਦਰ ਸਿੰਘ ਸਾਬਾ, ਬਲਵਿੰਦਰ ਸਿੰਘ ਅਤੇ ਹੋਰ ਪਤਵੰਤੇ ਹਾਜ਼ਰ ਸਨ। ਮੇਲਾ ਪ੍ਰਬੰਧਕ ਕਮੇਟੀ ਵੱਲੋਂ ਜੇਤੂ ਪਹਿਲਵਾਨਾਂ ਨੂੰ 25000 ਰੁਪਏ ਅਤੇ ਉਪ ਜੇਤੂ ਪਹਿਲਵਾਨ ਨੂੰ 16000 ਰੁਪਏ ਨਗਦ ਇਨਾਮ ਦਿੱਤਾ ਗਿਆ। <box>1028 868 1251 1016</box>
story4-body2: ਹੁੰਦਾ ਸੀ। ਪਰ ਹੁਣ ਸੁਸਾਇਟੀ ਦੀ ਇਨਕਮ ਲਿਮਟ ਵਿੱਚ ਹੋਣ ਕਾਰਨ ਸਿਰਫ਼ ਲੜਕੀਆਂ ਦੇ ਵਿਆਹ ਮੌਕੇ ਹੀ ਸਹਾਇਤਾ ਦਿੱਤੀ ਜਾਵੇਗੀ। ਇਸ ਮੌਕੇ ਪ੍ਰਿੰਸੀਪਲ ਮੋਹਨ ਸਿੰਘ ਪ੍ਰਧਾਨ, ਸੁਖਦੇਵ ਸਿੰਘ ਵਾਈਸ ਪ੍ਰਧਾਨ, ਸ੍ਰੀ ਸੁਖਦੇਵ ਸਿੰਘ ਜਨਰਲ ਸਕੱਤਰ ਅਤੇ ਹੋਰ ਮੈਂਬਰ ਹਾਜ਼ਰ ਸਨ। <box>593 898 785 1013</box>
story9-portrait <box>408 2094 524 2248</box>
story4-body3: ਸਮਾਜ ਸੇਵਾ ਮੁਤਾਬਕ ਦਿੱਤਾ ਜਾਂਦਾ ਹੈ। ਇਹ ਸਮਾਜ ਦੇ ਗਰੀਬ ਪਰਿਵਾਰਾਂ ਨੂੰ ਮਦਦ ਕਰਨ ਦਾ ਉਪਰਾਲਾ ਹੈ ਜੋ ਲਗਾਤਾਰ ਜਾਰੀ ਰਹੇਗਾ। <box>208 1117 331 1198</box>
story1-body2: ਗਿਆ ਹੈ। ਉਨ੍ਹਾਂ ਕਿਹਾ ਕਿ ਕੁਟਲੈਹੜ ਦੇ ਮੰਦਰਵਾਲ ਵਿੱਚ ਛੋਟੇ ਉਦਯੋਗਿਕ ਖੇਤਰ ਨੂੰ ਵਿਕਸਤ ਕਰਨ ਵੱਲ ਠੋਸ ਕਦਮ ਚੁੱਕੇ ਗਏ ਹਨ। ਇਸ ਪ੍ਰਾਜੈਕਟ ਲਈ ਕਰੀਬ 300 ਕਨਾਲ ਜ਼ਮੀਨ ਦੀ ਸ਼ਨਾਖਤ ਕੀਤੀ ਗਈ ਹੈ ਅਤੇ ਇਸ ਦੀ ਵਿਸਤ੍ਰਿਤ ਪ੍ਰਾਜੈਕਟ ਰਿਪੋਰਟ ਤਿਆਰ ਕਰਕੇ ਮਨਜ਼ੂਰੀ ਲਈ ਸਰਕਾਰ ਨੂੰ ਭੇਜੀ ਜਾਵੇਗੀ। ਵਿਵੇਕ ਸ਼ਰਮਾ ਨੇ ਕਿਹਾ ਕਿ ਇਸ ਉਦਯੋਗਿਕ ਖੇਤਰ ਦੇ ਵਿਕਾਸ ਨਾਲ ਇਲਾਕੇ ਵਿੱਚ ਰੁਜ਼ਗਾਰ ਦੇ ਨਵੇਂ ਮੌਕੇ ਪੈਦਾ ਹੋਣਗੇ। <box>293 494 554 643</box>
story3-photo-3 <box>1297 712 1498 859</box>
story6-headline-b: ਕੀਤਾ, ਖਾਦ ਸੁਰੱਖਿਆ ਸਿਖਲਾਈ ਵਧਾਉਣ ਲਈ <box>54 1351 629 1391</box>
story5-headline: ਗ੍ਰਾਮ ਪੰਚਾਇਤ ਪਿੰਡ ਗੁੱਜਰ ਅਤੇ ਛਿੰਝ ਪ੍ਰਬੰਧਕ ਕਮੇਟੀ ਨੇ ਪਿੰਡ ਵਾਸੀਆਂ ਦੇ ਸਹਿਯੋਗ ਨਾਲ 162ਵਾਂ ਸਾਲਾਨਾ ਛਿੰਝ ਮੇਲਾ ਕਰਵਾਇਆ <box>805 1237 1492 1299</box>
story1-body3: ਆਵਰਤੀ ਤੇ ਵਿੰਨਣ ਦਾ ਸੰਕਲਪ ਲਿਆ। ਪ੍ਰੋਗਰਾਮ ਵਿੱਚ ਬਲਾਕ ਕਾਂਗਰਸ ਪ੍ਰਧਾਨ ਬੰਗਾਣਾ ਰਾਮ ਆਸਰਾ, ਕਾਂਗਰਸ ਦੇ ਸੂਬਾਈ ਬੁਲਾਰੇ ਡਾ: ਵਿਵੇ ਡੋਗਰਾ, ਕਾਂਗਰਸ ਸਕੱਤਰ ਦੇਵਰਾਜ ਗੌਤਮ, ਜ਼ਿਲਾ ਪ੍ਰਧਾਨ ਉਰਮਿਲਾ ਸ਼ਰਮਾ ਅਤੇ ਹੋਰ ਪਤਵੰਤੇ ਹਾਜ਼ਰ ਸਨ। <box>562 583 785 694</box>
brand-right: ਪੈਗਾਮ-ਏ-ਜਗਤ <box>1333 48 1440 69</box>
story7-sub-a-text: ਪ੍ਰੋਫੈਸਰ ਐਨ ਐਮ ਵਿਗ ਓਰੇਸ਼ਨ ਦੁਆਰਾ <box>74 1832 326 1851</box>
story1-headline-c: ਲਈ ਮਕਾਨ <box>54 115 721 207</box>
story4-photo-2 <box>454 897 585 1109</box>
story3-photo-1 <box>805 712 1128 859</box>
masthead-rule <box>48 103 1495 105</box>
story5-photo-3 <box>1036 1617 1498 1779</box>
story3-photo-2 <box>1136 712 1290 859</box>
story3-headline: ਯਾਦਗਰੀ ਹੋ ਨਿਬੜਿਆ ਪਿੰਡ ਮੁੱਗੋਵਾਲ ਦਾ ਛਿੰਝ ਮੇਲਾ <box>805 658 1439 697</box>
story3-dateline: ਪੈਗਾਮ-ਏ-ਜਗਤ/ਮਾਹਿਲਪੁਰ 16 ਸਤੰਬਰ (ਨਿਰਮਲ ਸਿੰਘ ਮੁੱਗੋਵਾਲ) <box>805 866 996 897</box>
story7-body: ਪ੍ਰੋਫੈਸਰ ਅਜੀਤ ਅਵਸਥੀ, ਸਾਬਕਾ ਪ੍ਰੋਫੈਸਰ ਅਤੇ ਅਧਿਆਪਕ (ਰਿਟਾਇਰਡ), ਸਾਈਕਾਇਟਰੀ ਵਿਭਾਗ, ਪੀਜੀਆਈਐਮਈਆਰ, ਚੰਡੀਗੜ੍ਹ ਨੇ ਫੰਕਸ਼ਨਲ ਸੋਮੈਟਿਕ ਸਿੰਪਟਮਜ਼ (FSS) ਬਾਰੇ ਗੱਲ ਕੀਤੀ। ਉਨ੍ਹਾਂ ਨੇ ਕਿਹਾ ਕਿ FSS ਵਾਲੇ ਮਰੀਜ਼ ਕਲੀਨਿਕਲ ਪ੍ਰੈਕਟਿਸ ਵਿੱਚ ਬਹੁਤ ਆਮ ਤੌਰ ਤੇ ਮਿਲਦੇ ਹਨ ਅਤੇ ਹਰ ਤਰ੍ਹਾਂ ਦੇ ਕਲੀਨਿਕਾਂ ਵਿੱਚ ਵੇਖੇ ਜਾਂਦੇ ਹਨ। <box>54 1909 154 2191</box>
story5-body: ਜੇਜੋਂ ਦੁਆਬਾ - ਗੜ੍ਹਸ਼ੰਕਰ ਮੁੱਖ ਮਾਰਗ ਤੇ ਸਥਿਤ ਪਿੰਡ ਗੁੱਜਰ ਵਿਖੇ ਪਿੰਡ ਦੀ ਗ੍ਰਾਮ ਪੰਚਾਇਤ ਅਤੇ ਛਿੰਝ ਪ੍ਰਬੰਧਕ ਕਮੇਟੀ ਵੱਲੋਂ ਸਮੂਹ ਨਗਰ ਨਿਵਾਸੀਆਂ ਦੇ ਸਹਿਯੋਗ ਨਾਲ 162ਵਾਂ ਸਾਲਾਨਾ ਛਿੰਝ ਮੇਲਾ ਕਰਵਾਇਆ ਗਿਆ। ਇਸ ਮੌਕੇ ਪਹਿਲਵਾਨਾਂ ਦੇ ਦਿਲਚਸਪ ਮੁਕਾਬਲੇ ਹੋਏ। ਝੰਡੀ ਦੀ ਕੁਸ਼ਤੀ ਵਿੱਚ ਪਹਿਲਵਾਨਾਂ ਨੇ ਆਪਣੇ ਜੌਹਰ ਵਿਖਾਏ। <box>805 1541 1028 1690</box>
story9-headline: ਗੜ੍ਹਸ਼ੰਕਰ ਦੇ ਪੁਲਿਸ ਉਪ ਕਪਤਾਨ ਦਫਤਰ ਸਾਹਮਣੇ ਕਾਂਗਰਸ ਦਾ ਧਰਨਾ ਅੱਜ : ਲਾਲੀ <box>408 2029 742 2080</box>
story1-headline-a: ਕੁਟਲੈਹੜ ਵਿੱਚ <box>54 115 264 161</box>
story1-box-red: 25 ਤੋਂ 31 ਦਸੰਬਰ ਤੱਕ ਅੰਦਰੌਲੀ ਵਿੱਚ ਕਾਰਨੀਵਲ <box>562 373 785 423</box>
story7-body2: ਦੀ ਮੌਤ ਤੋਂ ਮੁਕਤ ਹਨ। ਪ੍ਰੋਫੈਸਰ ਅਵਸਥੀ ਨੇ FSS ਵਾਲੇ ਮਰੀਜ਼ਾਂ ਨਾਲ ਕੰਮ ਕਰਨ ਦੇ 40 ਸਾਲਾਂ ਦੇ ਤਜ਼ਰਬੇ ਬਾਰੇ ਗੱਲ ਕੀਤੀ। ਉਨ੍ਹਾਂ ਨੇ ਕਿਹਾ ਕਿ ਇਹ ਸਮੱਸਿਆ ਮੈਡੀਕਲ ਪ੍ਰੈਕਟਿਸ ਵਿੱਚ ਬਹੁਤ ਵੱਡੀ ਚੁਣੌਤੀ ਹੈ ਅਤੇ ਇਸ ਦੇ ਹੱਲ ਲਈ ਮਲਟੀ-ਡਿਸਿਪਲਨਰੀ ਪਹੁੰਚ ਦੀ ਲੋੜ ਹੈ। <box>162 2070 400 2151</box>
bullet-icon: ● <box>1028 1094 1044 1116</box>
story10-photo-4 <box>1267 2224 1498 2285</box>
section-title: ਖ਼ਬਰਨਾਮਾ <box>674 38 866 95</box>
story3-rule <box>805 651 1498 652</box>
bullet-icon: ● <box>54 1832 69 1851</box>
story10-photo-2 <box>1267 2104 1498 2219</box>
story2-body: ਊਨਾ ਜ਼ਿਲ੍ਹਾ ਪ੍ਰਸ਼ਾਸਨ ਨੇ ਨੌਜਵਾਨਾਂ ਅਤੇ ਔਰਤਾਂ ਦੀ ਭਲਾਈ ਨੂੰ ਸਮਰਪਿਤ ਆਪਣੀ ਪਹਿਲਕਦਮੀ 'ਸਮਰਥ' ਦਾ ਘੇਰਾ ਵਧਾਉਂਦੇ ਹੋਏ ਹੁਣ ਨੌਜਵਾਨਾਂ ਨੂੰ ਫੌਜ ਦੀ ਭਰਤੀ ਦੀ ਤਿਆਰੀ ਲਈ ਵਿੱਤੀ ਸਹਾਇਤਾ ਪ੍ਰਦਾਨ ਕਰਨ ਦਾ ਪ੍ਰਬੰਧ ਕੀਤਾ ਹੈ। ਡਿਪਟੀ ਕਮਿਸ਼ਨਰ ਜਤਿਨ ਲਾਲ ਨੇ ਦੱਸਿਆ ਕਿ ਇਸ ਪ੍ਰੋਗਰਾਮ ਤਹਿਤ ਜ਼ਿਲ੍ਹੇ ਦੇ ਗਰੀਬ ਪਰਿਵਾਰਾਂ ਦੇ ਲੜਕੇ-ਲੜਕੀਆਂ ਨੂੰ ਫੌਜ ਦੀ ਪ੍ਰੀਖਿਆ ਦੀ ਤਿਆਰੀ ਲਈ 25,000 ਰੁਪਏ ਦੀ ਵਿੱਤੀ ਸਹਾਇਤਾ ਦਿੱਤੀ ਜਾਵੇਗੀ। <box>805 263 1105 412</box>
story10-body3: ਲੋੜਵੰਦਾਂ ਨੂੰ ਸਹਾਇਤਾ ਦਿੱਤੀ ਜਾਂਦੀ ਹੈ ਅਤੇ ਖਿਡਾਰੀਆਂ ਨੂੰ ਉਤਸ਼ਾਹਿਤ ਕੀਤਾ ਜਾਂਦਾ ਹੈ ਤਾਂ ਜੋ ਉਹ ਅੱਗੇ ਵਧ ਸਕਣ। <box>1267 2291 1498 2320</box>
